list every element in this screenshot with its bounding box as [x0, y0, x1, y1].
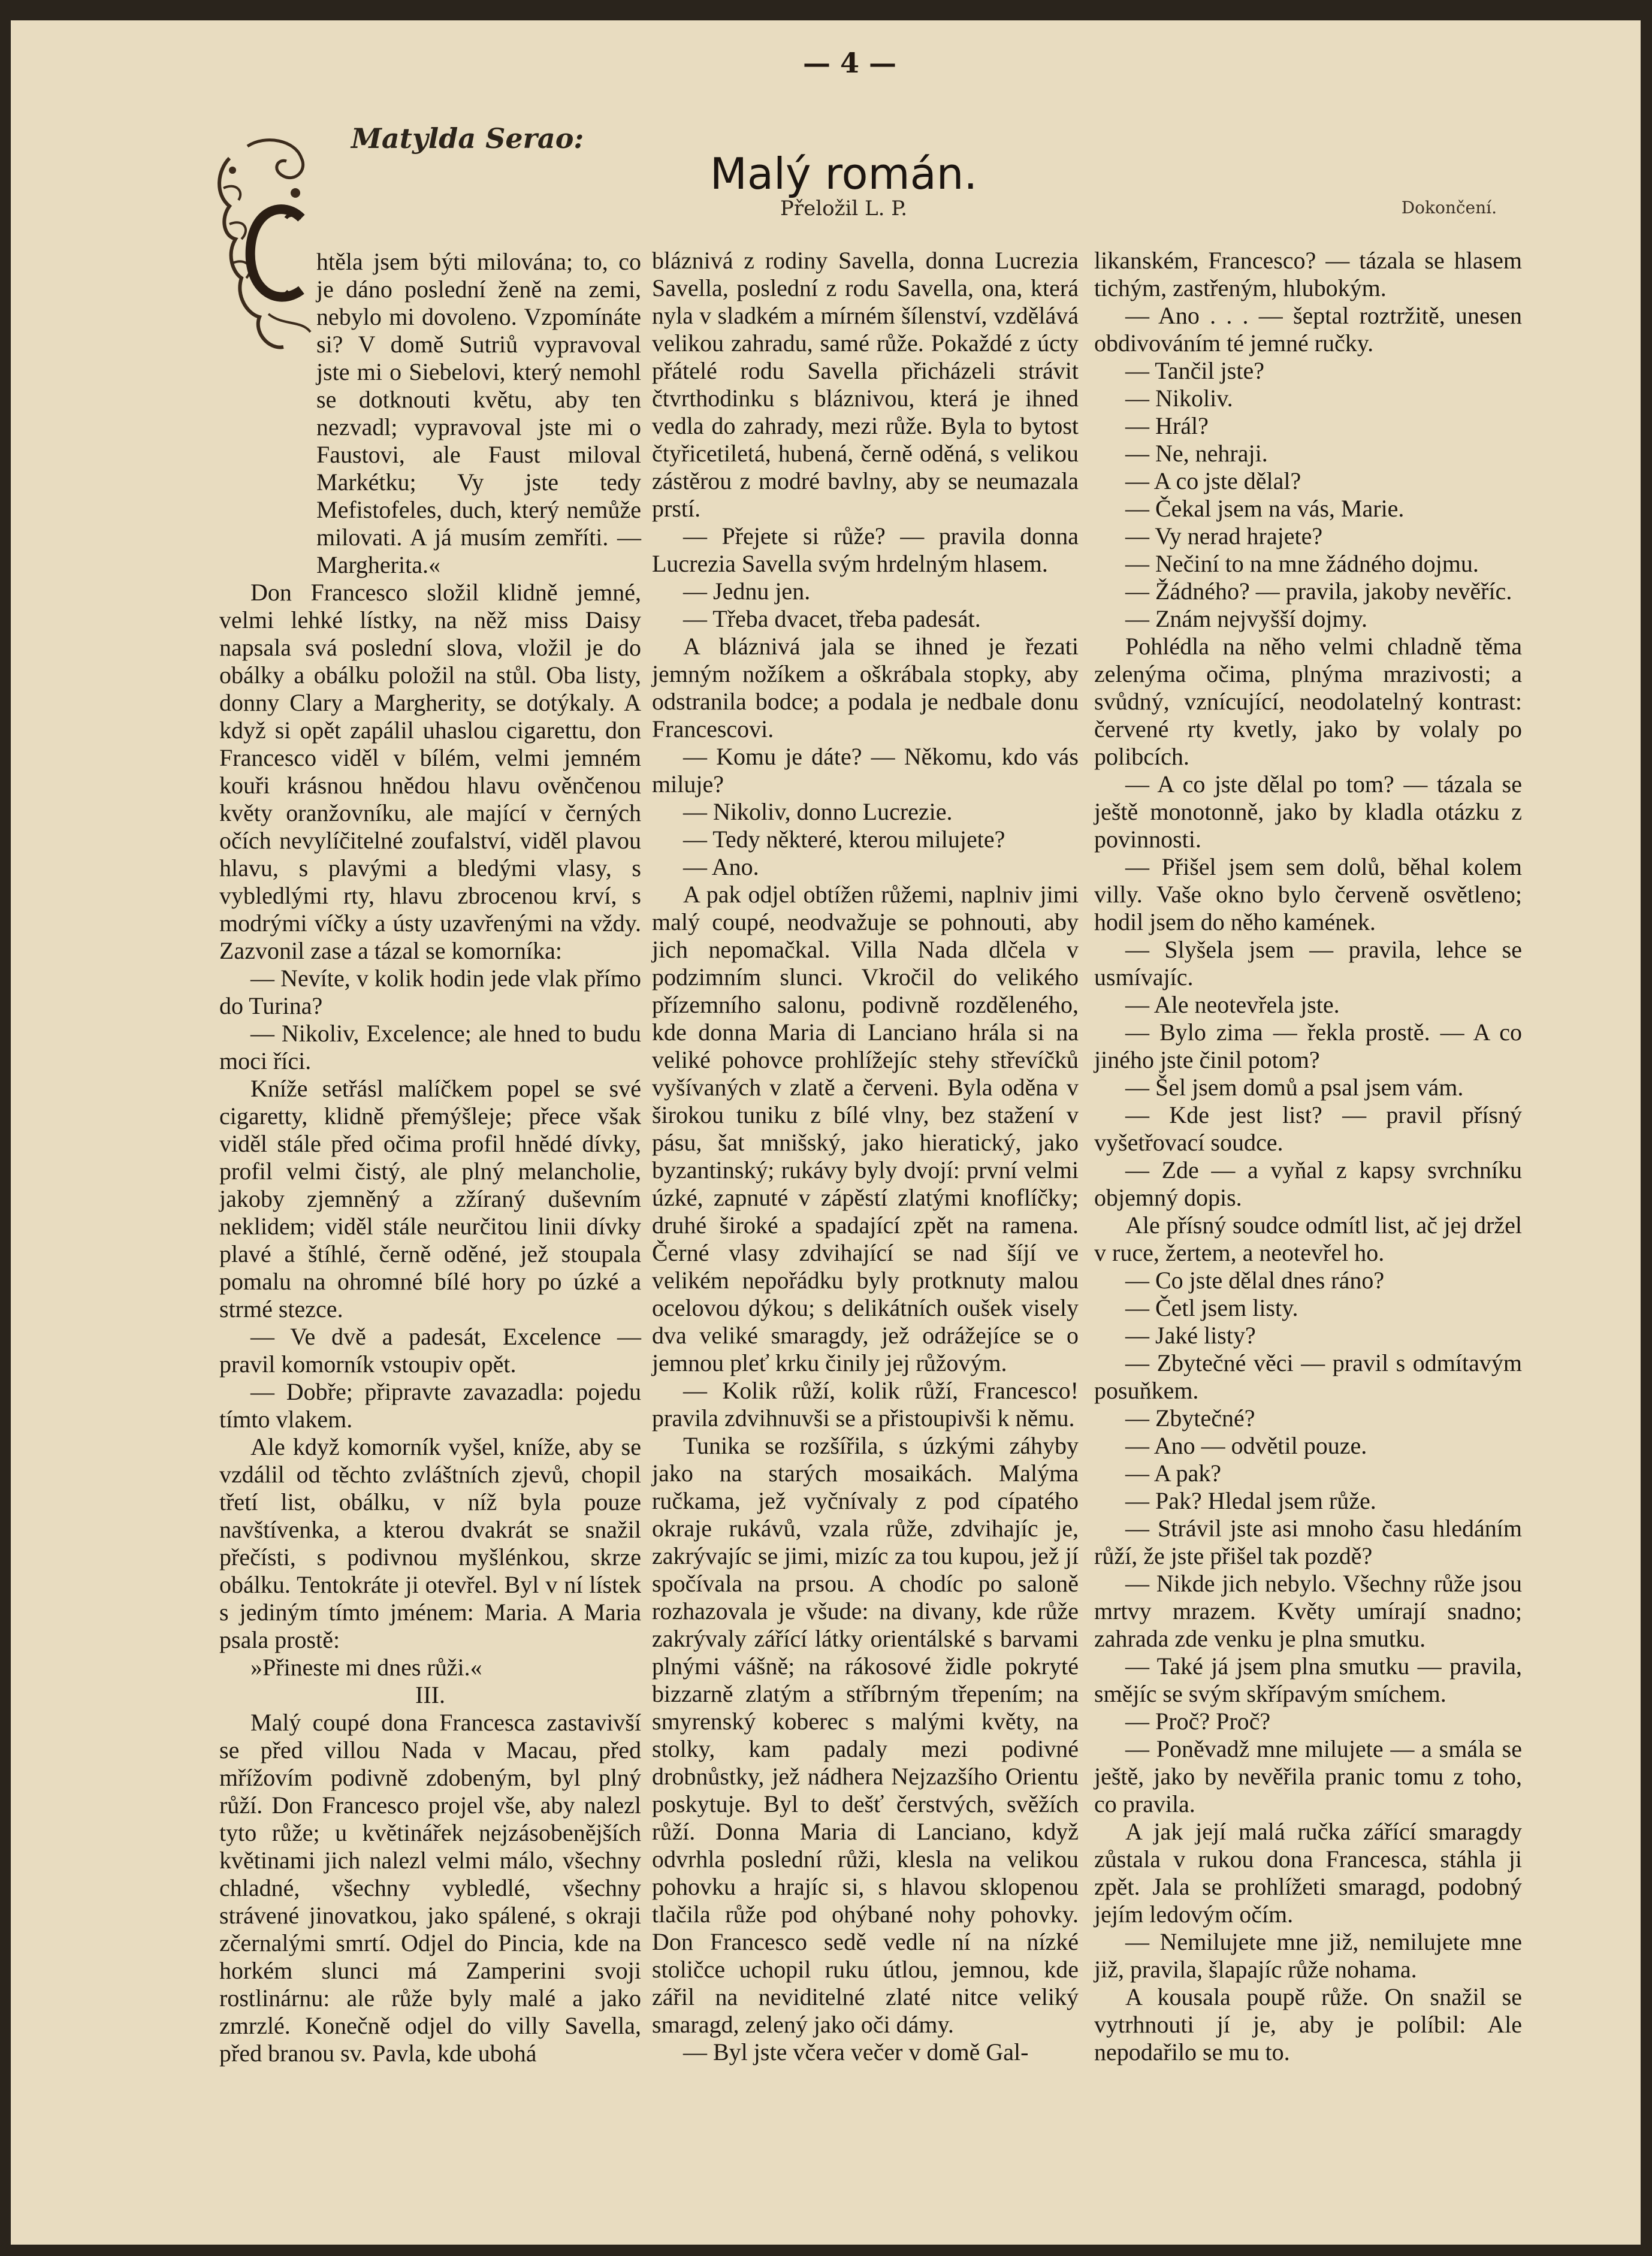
- paragraph: — Nikde jich nebylo. Všechny růže jsou mrtvy mrazem. Květy umírají snadno; zahrada zde venku je plna smutku.: [1094, 1570, 1522, 1652]
- paragraph: — Nevíte, v kolik hodin jede vlak přímo do Turina?: [219, 965, 641, 1019]
- paragraph: — Přejete si růže? — pravila donna Lucrezia Savella svým hrdelným hlasem.: [652, 523, 1079, 577]
- paragraph: — Zbytečné?: [1125, 1405, 1255, 1431]
- paragraph: Kníže setřásl malíčkem popel se své cigaretty, klidně přemýšleje; přece však viděl stále před očima profil hnědé dívky, profil velmi čistý, ale plný melancholie, jakoby zjemněný a zžíraný duševním neklidem; viděl stále neurčitou linii dívky plavé a štíhlé, černě oděné, jež stoupala pomalu na ohromné bílé hory po úzké a strmé stezce.: [219, 1075, 641, 1322]
- paragraph: — Vy nerad hrajete?: [1125, 523, 1323, 549]
- paragraph: A pak odjel obtížen růžemi, naplniv jimi malý coupé, neodvažuje se pohnouti, aby jich nepomačkal. Villa Nada dlčela v podzimním slunci. Vkročil do velikého přízemního salonu, podivně rozděleného, kde donna Maria di Lanciano hrála si na veliké pohovce prohlížejíc stehy střevíčků vyšívaných v zlatě a červeni. Byla oděna v širokou tuniku z bílé vlny, bez stažení v pásu, šat mnišský, jako hieratický, jako byzantinský; rukávy byly dvojí: první velmi úzké, zapnuté v zápěstí zlatými knoflíčky; druhé široké a spadající zpět na ramena. Černé vlasy zdvihající se nad šíjí ve velikém nepořádku byly protknuty malou ocelovou dýkou; s delikátních oušek visely dva veliké smaragdy, jež odrážejíce se o jemnou pleť krku činily jej růžovým.: [652, 881, 1079, 1376]
- paragraph: — Strávil jste asi mnoho času hledáním růží, že jste přišel tak pozdě?: [1094, 1515, 1522, 1569]
- column-3: [1094, 247, 1522, 2066]
- paragraph: Pohlédla na něho velmi chladně těma zelenýma očima, plnýma mrazivosti; a svůdný, vznícující, neodolatelný kontrast: červené rty kvetly, jako by volaly po polibcích.: [1094, 633, 1522, 770]
- paragraph: — Ano.: [683, 853, 759, 880]
- paragraph: Don Francesco složil klidně jemné, velmi lehké lístky, na něž miss Daisy napsala svá poslední slova, vložil je do obálky a obálku položil na stůl. Oba listy, donny Clary a Margherity, se dotýkaly. A když si opět zapálil uhaslou cigarettu, don Francesco viděl v bílém, velmi jemném kouři krásnou hnědou hlavu ověnčenou květy oranžovníku, ale mající v černých očích nevylíčitelné zoufalství, viděl plavou hlavu, s plavými a bledými vlasy, s vybledlými rty, hlavu zbrocenou krví, s modrými víčky a ústy uzavřenými na vždy. Zazvonil zase a tázal se komorníka:: [219, 579, 641, 964]
- paragraph: — Čekal jsem na vás, Marie.: [1125, 495, 1405, 522]
- chapter-heading: III.: [415, 1681, 445, 1708]
- paragraph: — Ano . . . — šeptal roztržitě, unesen obdivováním té jemné ručky.: [1094, 302, 1522, 357]
- paragraph: Ale když komorník vyšel, kníže, aby se vzdálil od těchto zvláštních zjevů, chopil třetí list, obálku, v níž byla pouze navštívenka, a kterou dvakrát se snažil přečísti, s podivnou myšlénkou, skrze obálku. Tentokráte ji otevřel. Byl v ní lístek s jediným tímto jménem: Maria. A Maria psala prostě:: [219, 1433, 641, 1653]
- paragraph: — Hrál?: [1125, 412, 1209, 439]
- paragraph: — A co jste dělal po tom? — tázala se ještě monotonně, jako by kladla otázku z povinnosti.: [1094, 771, 1522, 853]
- paragraph: — Ano — odvětil pouze.: [1125, 1432, 1367, 1459]
- paragraph: — Nikoliv.: [1125, 385, 1233, 412]
- paragraph: A bláznivá jala se ihned je řezati jemným nožíkem a oškrábala stopky, aby odstranila bodce; a podala je nedbale donu Francescovi.: [652, 633, 1079, 742]
- paragraph: — Bylo zima — řekla prostě. — A co jiného jste činil potom?: [1094, 1019, 1522, 1073]
- paragraph: — Tedy některé, kterou milujete?: [683, 826, 1005, 853]
- paragraph: — Ve dvě a padesát, Excelence — pravil komorník vstoupiv opět.: [219, 1323, 641, 1378]
- paragraph: — Kolik růží, kolik růží, Francesco! pravila zdvihnuvši se a přistoupivši k němu.: [652, 1377, 1079, 1431]
- paragraph: — Dobře; připravte zavazadla: pojedu tímto vlakem.: [219, 1378, 641, 1433]
- paragraph: »Přineste mi dnes růži.«: [250, 1654, 482, 1681]
- paragraph: Tunika se rozšířila, s úzkými záhyby jako na starých mosaikách. Malýma ručkama, jež vyčnívaly z pod cípatého okraje rukávů, vzala růže, zdvihajíc je, zakrývajíc se jimi, mizíc za tou kupou, jež jí spočívala na prsou. A chodíc po saloně rozhazovala je všude: na divany, kde růže zakrývaly zářící látky orientálské s barvami plnými vášně; na rákosové židle pokryté bizzarně zlatým a stříbrným třepením; na smyrenský koberec s malými květy, na stolky, kam padaly mezi podivné drobnůstky, jež nádhera Nejzazšího Orientu poskytuje. Byl to dešť čerstvých, svěžích růží. Donna Maria di Lanciano, když odvrhla poslední růži, klesla na velikou pohovku a hrajíc si, s hlavou sklopenou tlačila růže pod ohýbané nohy pohovky. Don Francesco sedě vedle ní na nízké stoličce uchopil ruku útlou, jemnou, kde zářil na neviditelné zlaté nitce veliký smaragd, zelený jako oči dámy.: [652, 1432, 1079, 2038]
- paragraph: — Nikoliv, donno Lucrezie.: [683, 798, 953, 825]
- paragraph: — Nemilujete mne již, nemilujete mne již, pravila, šlapajíc růže nohama.: [1094, 1928, 1522, 1983]
- author-name: Matylda Serao:: [351, 122, 584, 155]
- paragraph: — Žádného? — pravila, jakoby nevěříc.: [1125, 578, 1512, 605]
- column-2: [652, 247, 1079, 2066]
- column-1: [219, 248, 641, 2067]
- paragraph: htěla jsem býti milována; to, co je dáno poslední ženě na zemi, nebylo mi dovoleno. Vzpomínáte si? V domě Sutriů vypravoval jste mi o Siebelovi, který nemohl se dotknouti květu, aby ten nezvadl; vypravoval jste mi o Faustovi, ale Faust miloval Markétku; Vy jste tedy Mefistofeles, duch, který nemůže milovati. A já musím zemříti. — Margherita.«: [316, 248, 641, 578]
- paragraph: — Byl jste včera večer v domě Gal-: [683, 2038, 1029, 2065]
- paragraph: — Přišel jsem sem dolů, běhal kolem villy. Vaše okno bylo červeně osvětleno; hodil jsem do něho kamének.: [1094, 853, 1522, 935]
- newspaper-page: [11, 20, 1641, 2245]
- paragraph: — Znám nejvyšší dojmy.: [1125, 605, 1368, 632]
- paragraph: — Proč? Proč?: [1125, 1708, 1271, 1735]
- paragraph: — Tančil jste?: [1125, 357, 1264, 384]
- paragraph: bláznivá z rodiny Savella, donna Lucrezia Savella, poslední z rodu Savella, ona, která nyla v sladkém a mírném šílenství, vzdělává velikou zahradu, samé růže. Pokaždé z úcty přátelé rodu Savella přicházeli strávit čtvrthodinku s bláznivou, která je ihned vedla do zahrady, mezi růže. Byla to bytost čtyřicetiletá, hubená, černě oděná, s velikou zástěrou z modré bavlny, aby se neumazala prstí.: [652, 247, 1079, 522]
- paragraph: — Pak? Hledal jsem růže.: [1125, 1487, 1376, 1514]
- paragraph: — Nečiní to na mne žádného dojmu.: [1125, 550, 1479, 577]
- paragraph: — Také já jsem plna smutku — pravila, smějíc se svým skřípavým smíchem.: [1094, 1653, 1522, 1707]
- paragraph: — Šel jsem domů a psal jsem vám.: [1125, 1074, 1464, 1101]
- paragraph: A jak její malá ručka zářící smaragdy zůstala v rukou dona Francesca, stáhla ji zpět. Jala se prohlížeti smaragd, podobný jejím ledovým očím.: [1094, 1818, 1522, 1928]
- paragraph: — Jednu jen.: [683, 578, 811, 605]
- paragraph: — Slyšela jsem — pravila, lehce se usmívajíc.: [1094, 936, 1522, 990]
- paragraph: — Třeba dvacet, třeba padesát.: [683, 605, 981, 632]
- paragraph: — Ne, nehraji.: [1125, 440, 1268, 467]
- paragraph: — Co jste dělal dnes ráno?: [1125, 1267, 1385, 1294]
- paragraph: — Ale neotevřela jste.: [1125, 991, 1340, 1018]
- article-title: Malý román.: [709, 149, 978, 199]
- paragraph: — Zde — a vyňal z kapsy svrchníku objemný dopis.: [1094, 1156, 1522, 1211]
- paragraph: — A co jste dělal?: [1125, 467, 1301, 494]
- paragraph: — Jaké listy?: [1125, 1322, 1256, 1349]
- paragraph: — Komu je dáte? — Někomu, kdo vás miluje?: [652, 743, 1079, 798]
- translator-credit: Přeložil L. P.: [780, 197, 908, 221]
- paragraph: — Četl jsem listy.: [1125, 1294, 1298, 1321]
- continued-note: Dokončení.: [1401, 198, 1497, 218]
- paragraph: — Kde jest list? — pravil přísný vyšetřovací soudce.: [1094, 1101, 1522, 1156]
- paragraph: Ale přísný soudce odmítl list, ač jej držel v ruce, žertem, a neotevřel ho.: [1094, 1212, 1522, 1266]
- paragraph: likanském, Francesco? — tázala se hlasem tichým, zastřeným, hlubokým.: [1094, 247, 1522, 301]
- paragraph: — A pak?: [1125, 1460, 1221, 1487]
- paragraph: Malý coupé dona Francesca zastavivší se před villou Nada v Macau, před mřížovím podivně zdobeným, byl plný růží. Don Francesco projel vše, aby nalezl tyto růže; u květinářek nejzásobenějších květinami jich nalezl velmi málo, všechny chladné, všechny vybledlé, všechny strávené jinovatkou, jako spálené, s okraji zčernalými smrtí. Odjel do Pincia, kde na horkém slunci má Zamperini svoji rostlinárnu: ale růže byly malé a jako zmrzlé. Konečně odjel do villy Savella, před branou sv. Pavla, kde ubohá: [219, 1709, 641, 2067]
- paragraph: — Poněvadž mne milujete — a smála se ještě, jako by nevěřila pranic tomu z toho, co pravila.: [1094, 1735, 1522, 1817]
- paragraph: — Zbytečné věci — pravil s odmítavým posuňkem.: [1094, 1349, 1522, 1404]
- page-number: — 4 —: [802, 47, 897, 79]
- paragraph: A kousala poupě růže. On snažil se vytrhnouti jí je, aby je políbil: Ale nepodařilo se mu to.: [1094, 1983, 1522, 2065]
- paragraph: — Nikoliv, Excelence; ale hned to budu moci říci.: [219, 1020, 641, 1074]
